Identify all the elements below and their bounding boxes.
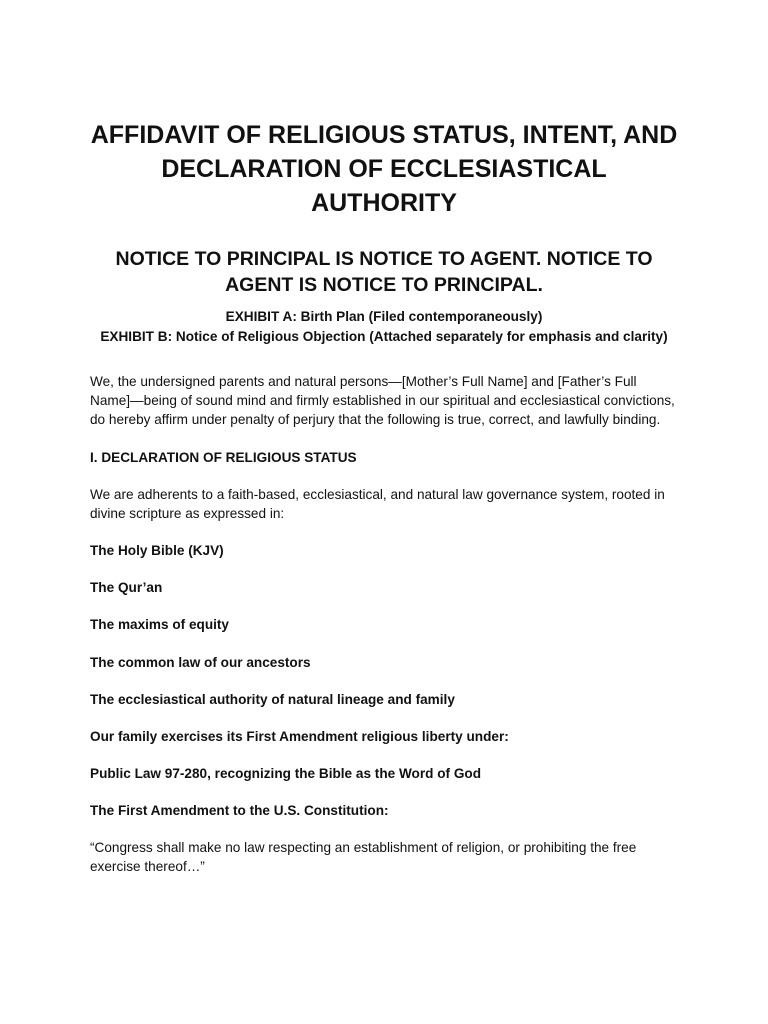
intro-paragraph: We, the undersigned parents and natural persons—[Mother’s Full Name] and [Father’s Full Name]—being of sound mind and firmly established in our spiritual and ecclesiastical convictions, do hereby affirm under penalty of perjury that the following is true, correct, and lawfully binding. — [90, 374, 675, 428]
list-item: Our family exercises its First Amendment religious liberty under: — [90, 729, 509, 745]
document-subtitle: NOTICE TO PRINCIPAL IS NOTICE TO AGENT. NOTICE TO AGENT IS NOTICE TO PRINCIPAL. — [115, 248, 653, 296]
exhibit-a: EXHIBIT A: Birth Plan (Filed contemporaneously) — [225, 309, 543, 324]
list-item: The ecclesiastical authority of natural lineage and family — [90, 691, 455, 707]
list-item: Public Law 97-280, recognizing the Bible as the Word of God — [90, 766, 482, 782]
list-item: The Qur’an — [90, 580, 163, 596]
list-item: The First Amendment to the U.S. Constitution: — [90, 803, 389, 819]
list-item: The maxims of equity — [90, 617, 229, 633]
exhibit-b: EXHIBIT B: Notice of Religious Objection (Attached separately for emphasis and clarity) — [100, 329, 668, 344]
first-amendment-quote: “Congress shall make no law respecting an establishment of religion, or prohibiting the free exercise thereof…” — [90, 839, 637, 874]
list-item: The common law of our ancestors — [90, 654, 311, 670]
section-paragraph: We are adherents to a faith-based, ecclesiastical, and natural law governance system, rooted in divine scripture as expressed in: — [90, 486, 665, 521]
section-heading-religious-status: I. DECLARATION OF RELIGIOUS STATUS — [90, 449, 357, 465]
document-title: AFFIDAVIT OF RELIGIOUS STATUS, INTENT, AND DECLARATION OF ECCLESIASTICAL AUTHORITY — [90, 121, 678, 217]
exhibit-list — [90, 307, 678, 347]
list-item: The Holy Bible (KJV) — [90, 543, 224, 559]
